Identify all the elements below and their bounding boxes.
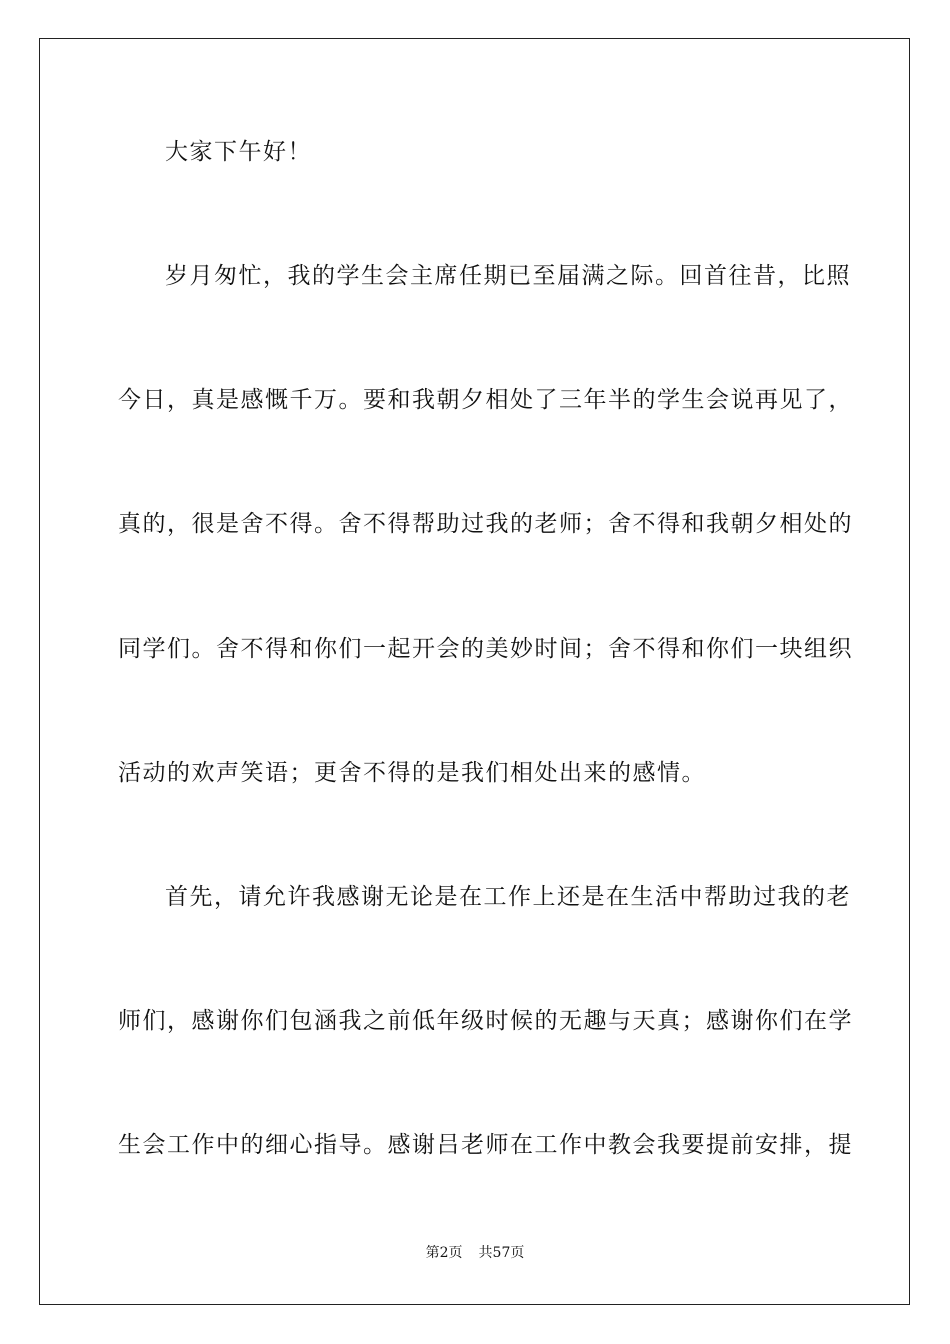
paragraph-1-line-5: 活动的欢声笑语；更舍不得的是我们相处出来的感情。: [118, 760, 706, 786]
paragraph-1-line-4: 同学们。舍不得和你们一起开会的美妙时间；舍不得和你们一块组织: [118, 636, 853, 662]
paragraph-2-line-1: 首先，请允许我感谢无论是在工作上还是在生活中帮助过我的老: [165, 884, 851, 910]
paragraph-1-line-1: 岁月匆忙，我的学生会主席任期已至届满之际。回首往昔，比照: [165, 263, 851, 289]
document-page: [39, 38, 910, 1305]
paragraph-2-line-3: 生会工作中的细心指导。感谢吕老师在工作中教会我要提前安排，提: [118, 1132, 853, 1158]
paragraph-1-line-2: 今日，真是感慨千万。要和我朝夕相处了三年半的学生会说再见了，: [118, 387, 853, 413]
paragraph-2-line-2: 师们，感谢你们包涵我之前低年级时候的无趣与天真；感谢你们在学: [118, 1008, 853, 1034]
total-pages: 共57页: [478, 1245, 525, 1261]
page-footer: [0, 1244, 950, 1262]
paragraph-1-line-3: 真的，很是舍不得。舍不得帮助过我的老师；舍不得和我朝夕相处的: [118, 511, 853, 537]
page-number: 第2页: [425, 1245, 463, 1261]
greeting-line: 大家下午好！: [165, 139, 312, 165]
